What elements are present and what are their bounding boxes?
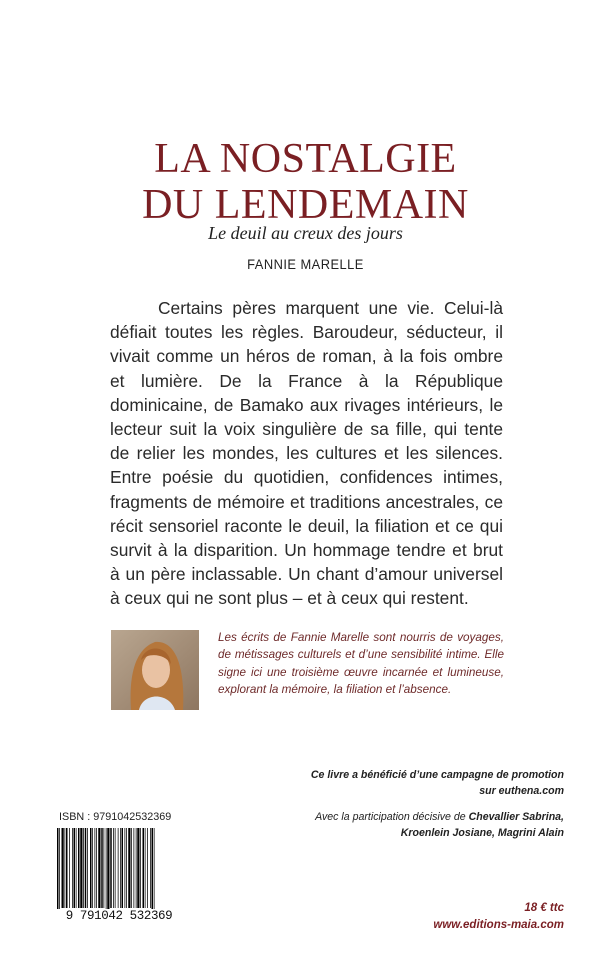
barcode-bar xyxy=(80,828,82,908)
publisher-website[interactable]: www.editions-maia.com xyxy=(433,919,564,931)
barcode-bar xyxy=(59,828,60,916)
barcode-bar xyxy=(76,828,77,908)
barcode-bar xyxy=(136,828,137,908)
promotion-line1: Ce livre a bénéficié d’une campagne de promotion xyxy=(310,769,564,781)
barcode-bar xyxy=(145,828,146,908)
barcode-bar xyxy=(137,828,139,908)
barcode-bar xyxy=(69,828,70,908)
barcode-bar xyxy=(113,828,114,908)
isbn-label: ISBN : 9791042532369 xyxy=(59,811,172,823)
barcode-bar xyxy=(128,828,130,908)
barcode-bar xyxy=(143,828,145,908)
book-title-line2: DU LENDEMAIN xyxy=(142,182,469,228)
barcode-bar xyxy=(122,828,124,908)
barcode-icon xyxy=(55,828,181,918)
author-photo xyxy=(111,630,199,710)
barcode-bar xyxy=(134,828,135,908)
barcode-bar xyxy=(104,828,105,908)
barcode-bar xyxy=(107,828,109,916)
barcode-bar xyxy=(150,828,151,908)
barcode-bar xyxy=(74,828,76,908)
barcode-bar xyxy=(65,828,66,908)
barcode-bar xyxy=(95,828,96,908)
blurb-text: Certains pères marquent une vie. Celui-là défiait toutes les règles. Baroudeur, séducteur, il vivait comme un héros de roman, à la fois ombre et lumière. De la France à la République dominicaine, de Bamako aux rivages intérieurs, le lecteur suit la voix singulière de sa fille, qui tente de relier les mondes, les cultures et les silences. Entre poésie du quotidien, confidences intimes, fragments de mémoire et traditions ancestrales, ce récit sensoriel raconte le deuil, la filiation et ce qui survit à la disparition. Un hommage tendre et brut à un père inclassable. Un chant d’amour universel à ceux qui ne sont plus – et à ceux qui restent. xyxy=(110,298,503,609)
barcode-digits: 9 791042 532369 xyxy=(57,909,181,923)
barcode-bar xyxy=(147,828,148,908)
author-bio: Les écrits de Fannie Marelle sont nourris de voyages, de métissages culturels et d’une sensibilité intime. Elle signe ici une troisième œuvre incarnée et lumineuse, explorant la mémoire, la filiation et l’absence. xyxy=(218,631,504,696)
participation-names1: Chevallier Sabrina, xyxy=(468,811,564,823)
barcode-bar xyxy=(92,828,93,908)
barcode-bar xyxy=(131,828,132,908)
promotion-line2: sur euthena.com xyxy=(479,785,564,797)
barcode-bar xyxy=(110,828,112,908)
barcode-bar xyxy=(66,828,68,908)
barcode-bar xyxy=(106,828,107,916)
price: 18 € ttc xyxy=(524,902,564,914)
barcode-bar xyxy=(115,828,116,908)
barcode-bar xyxy=(120,828,121,908)
barcode-bar xyxy=(152,828,154,916)
barcode-bar xyxy=(72,828,73,908)
barcode-bar xyxy=(57,828,59,916)
barcode-bar xyxy=(87,828,88,908)
barcode-bar xyxy=(85,828,87,908)
book-title-line1: LA NOSTALGIE xyxy=(154,136,457,182)
barcode-bar xyxy=(101,828,103,908)
barcode-bar xyxy=(98,828,100,908)
barcode-bar xyxy=(62,828,64,908)
barcode-bar xyxy=(125,828,126,908)
participation-prefix: Avec la participation décisive de xyxy=(315,811,469,823)
participation-note xyxy=(315,809,564,841)
book-subtitle: Le deuil au creux des jours xyxy=(208,223,403,243)
barcode-bar xyxy=(126,828,127,908)
barcode-bar xyxy=(96,828,97,908)
barcode-bar xyxy=(83,828,84,908)
barcode-bar xyxy=(154,828,155,916)
barcode-bar xyxy=(78,828,80,908)
barcode-bar xyxy=(90,828,92,908)
back-cover-blurb xyxy=(110,296,503,611)
author-name: FANNIE MARELLE xyxy=(247,256,364,272)
participation-names2: Kroenlein Josiane, Magrini Alain xyxy=(400,827,564,839)
promotion-note xyxy=(311,767,564,799)
barcode-bar xyxy=(118,828,119,908)
barcode-bar xyxy=(140,828,141,908)
